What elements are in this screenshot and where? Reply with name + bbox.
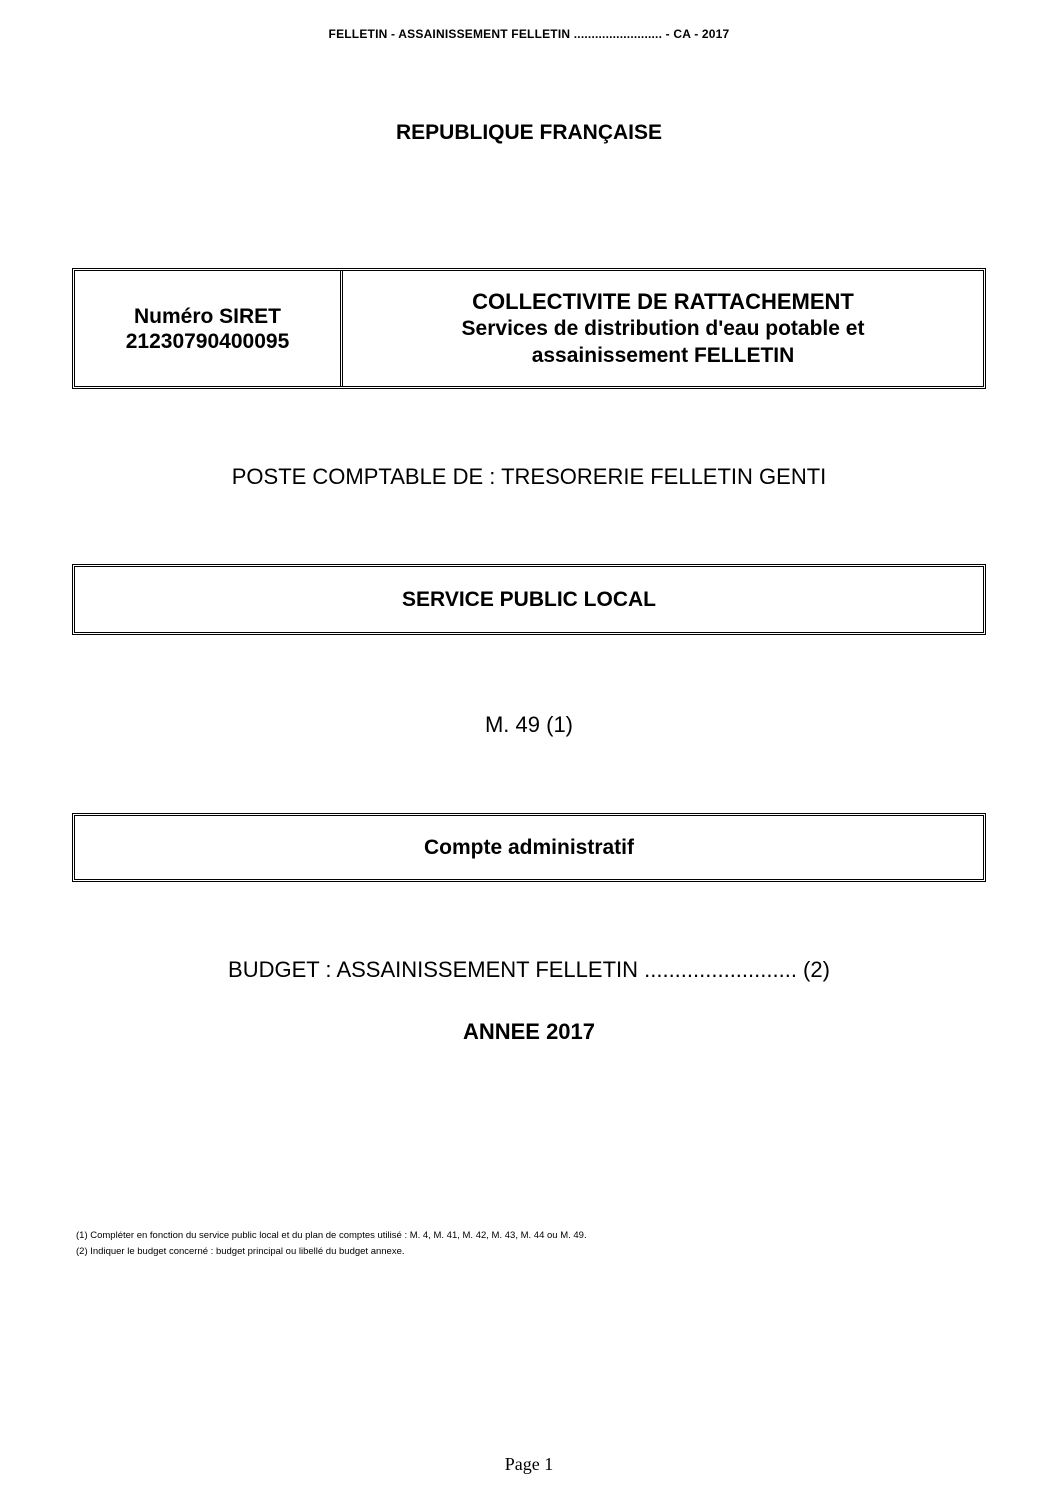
document-type-label: Compte administratif	[423, 835, 635, 859]
nomenclature: M. 49 (1)	[484, 712, 574, 737]
service-box	[72, 564, 986, 635]
siret-number: 21230790400095	[125, 329, 290, 353]
collectivite-name-line1: Services de distribution d'eau potable et	[461, 317, 865, 340]
annee: ANNEE 2017	[462, 1019, 596, 1044]
running-header: FELLETIN - ASSAINISSEMENT FELLETIN ......................... - CA - 2017	[328, 27, 730, 41]
siret-label: Numéro SIRET	[133, 304, 282, 328]
footnote-1: (1) Compléter en fonction du service public local et du plan de comptes utilisé : M. 4, M. 41, M. 42, M. 43, M. 44 ou M. 49.	[76, 1230, 587, 1241]
identity-box	[72, 268, 986, 389]
service-label: SERVICE PUBLIC LOCAL	[402, 587, 656, 611]
collectivite-cell	[343, 271, 983, 386]
page-title: REPUBLIQUE FRANÇAISE	[395, 121, 663, 144]
collectivite-name-line2: assainissement FELLETIN	[531, 344, 795, 367]
document-type-box	[72, 813, 986, 882]
poste-comptable: POSTE COMPTABLE DE : TRESORERIE FELLETIN GENTI	[231, 464, 827, 489]
budget-line: BUDGET : ASSAINISSEMENT FELLETIN ......................... (2)	[228, 957, 830, 982]
page-number: Page 1	[504, 1454, 554, 1474]
footnotes	[76, 1228, 587, 1260]
collectivite-heading: COLLECTIVITE DE RATTACHEMENT	[472, 289, 854, 314]
footnote-2: (2) Indiquer le budget concerné : budget principal ou libellé du budget annexe.	[76, 1246, 405, 1257]
siret-cell	[75, 271, 343, 386]
